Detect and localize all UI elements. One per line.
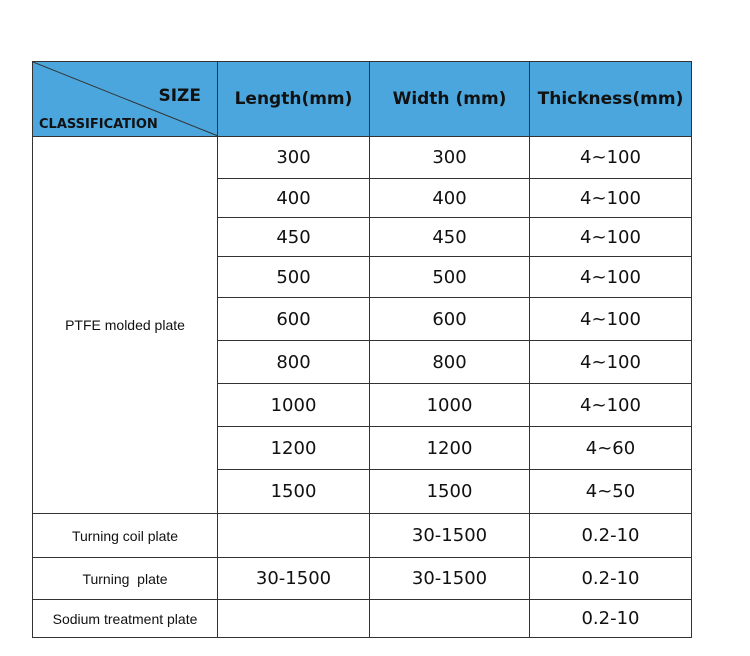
size-label: SIZE	[158, 86, 201, 106]
thickness-cell: 0.2-10	[530, 558, 692, 600]
thickness-header: Thickness(mm)	[530, 62, 692, 137]
spec-table	[32, 61, 692, 638]
width-cell: 600	[370, 298, 530, 341]
width-cell: 300	[370, 137, 530, 179]
length-cell: 500	[218, 257, 370, 298]
length-header: Length(mm)	[218, 62, 370, 137]
length-cell: 30-1500	[218, 558, 370, 600]
classification-cell: Turning coil plate	[33, 514, 218, 558]
width-cell: 450	[370, 218, 530, 257]
width-cell	[370, 600, 530, 638]
length-cell	[218, 600, 370, 638]
thickness-cell: 4~100	[530, 341, 692, 384]
table-row	[33, 137, 692, 179]
width-cell: 1500	[370, 470, 530, 514]
thickness-cell: 4~60	[530, 427, 692, 470]
thickness-cell: 4~100	[530, 137, 692, 179]
header-row	[33, 62, 692, 137]
table-row	[33, 600, 692, 638]
length-cell: 800	[218, 341, 370, 384]
length-cell: 400	[218, 179, 370, 218]
width-header: Width (mm)	[370, 62, 530, 137]
table-row	[33, 558, 692, 600]
thickness-cell: 4~100	[530, 384, 692, 427]
width-cell: 500	[370, 257, 530, 298]
thickness-cell: 4~100	[530, 298, 692, 341]
corner-header-cell	[33, 62, 218, 137]
thickness-cell: 4~100	[530, 218, 692, 257]
width-cell: 1000	[370, 384, 530, 427]
width-cell: 1200	[370, 427, 530, 470]
length-cell: 1200	[218, 427, 370, 470]
thickness-cell: 0.2-10	[530, 514, 692, 558]
length-cell: 1500	[218, 470, 370, 514]
thickness-cell: 0.2-10	[530, 600, 692, 638]
thickness-cell: 4~50	[530, 470, 692, 514]
classification-label: CLASSIFICATION	[39, 117, 158, 132]
length-cell: 450	[218, 218, 370, 257]
width-cell: 30-1500	[370, 514, 530, 558]
thickness-cell: 4~100	[530, 257, 692, 298]
length-cell: 1000	[218, 384, 370, 427]
classification-cell: Sodium treatment plate	[33, 600, 218, 638]
length-cell	[218, 514, 370, 558]
width-cell: 400	[370, 179, 530, 218]
width-cell: 30-1500	[370, 558, 530, 600]
length-cell: 300	[218, 137, 370, 179]
classification-cell: Turning plate	[33, 558, 218, 600]
classification-cell: PTFE molded plate	[33, 137, 218, 514]
length-cell: 600	[218, 298, 370, 341]
width-cell: 800	[370, 341, 530, 384]
thickness-cell: 4~100	[530, 179, 692, 218]
table-row	[33, 514, 692, 558]
